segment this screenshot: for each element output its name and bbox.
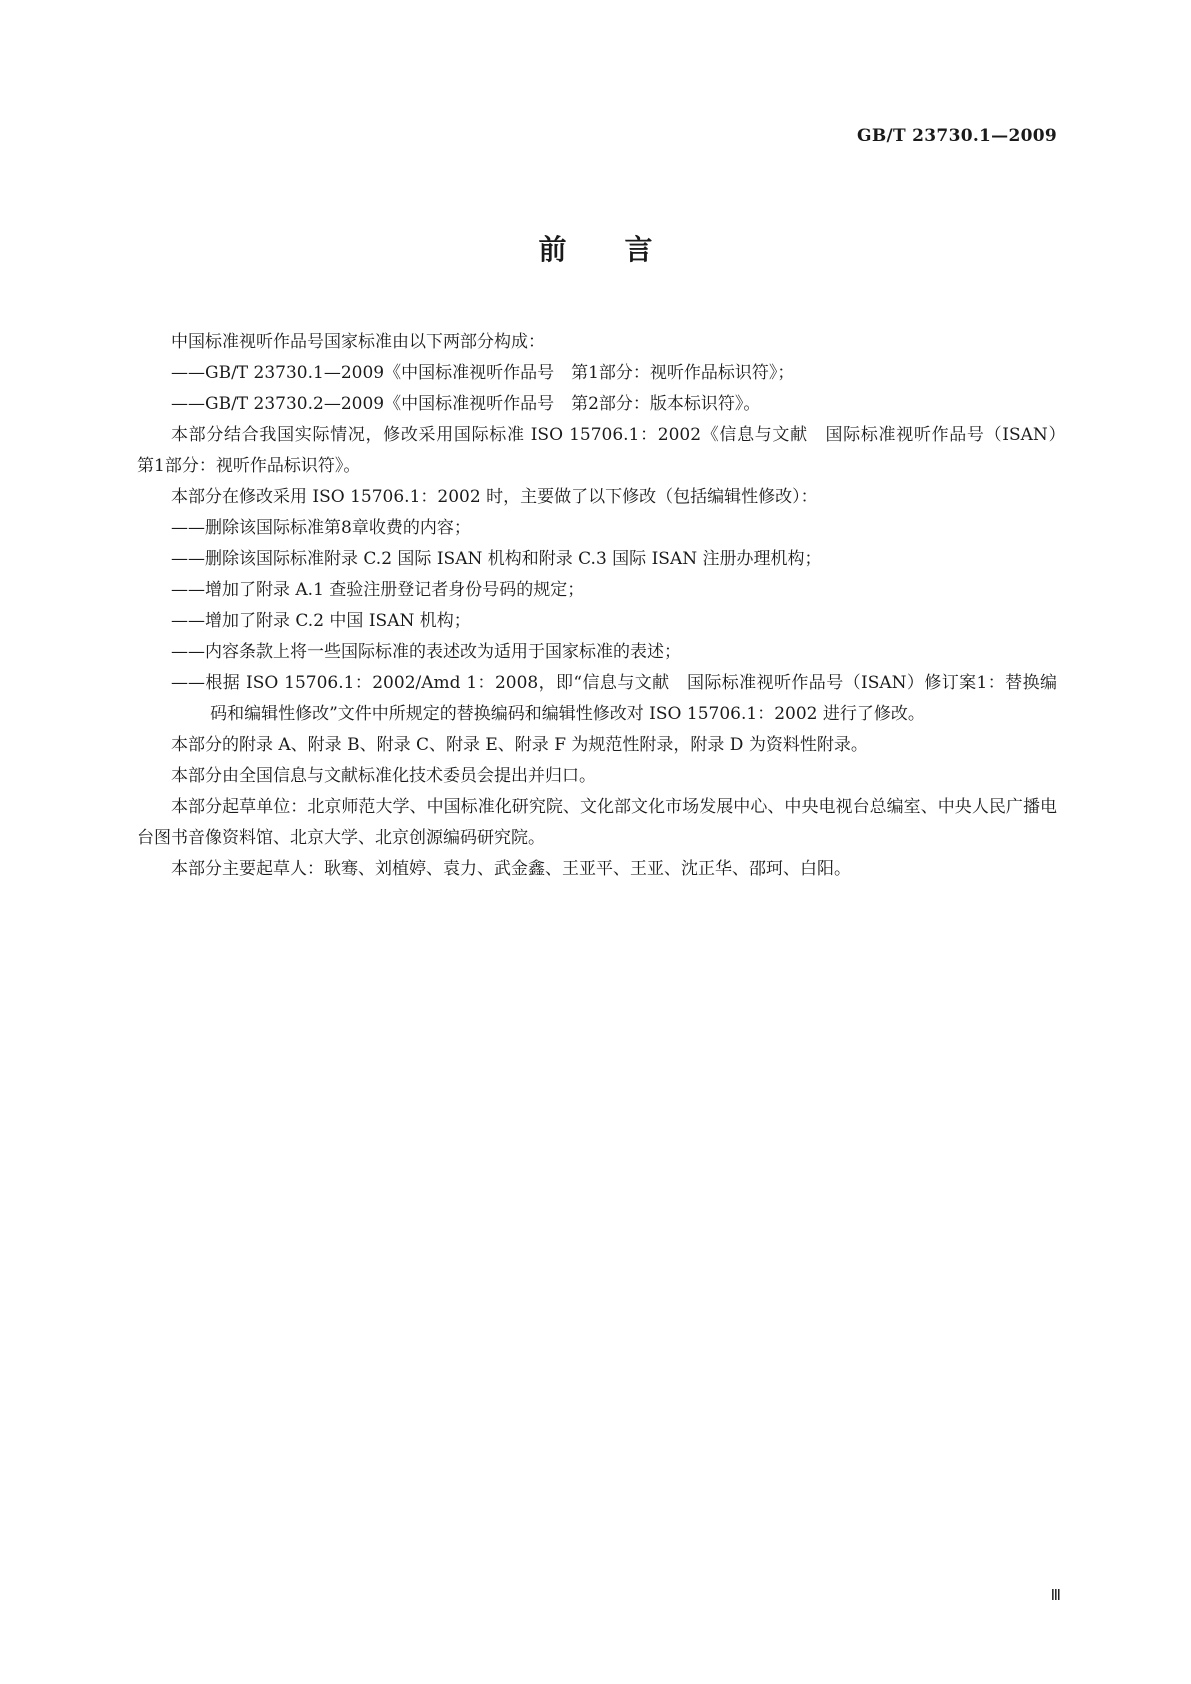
list-item: ——删除该国际标准第8章收费的内容；	[171, 518, 471, 538]
document-body	[137, 327, 1074, 885]
list-item: ——内容条款上将一些国际标准的表述改为适用于国家标准的表述；	[171, 642, 681, 662]
list-item: ——删除该国际标准附录 C.2 国际 ISAN 机构和附录 C.3 国际 ISAN 注册办理机构；	[171, 549, 822, 569]
drafting-units-paragraph: 本部分起草单位：北京师范大学、中国标准化研究院、文化部文化市场发展中心、中央电视台总编室、中央人民广播电台图书音像资料馆、北京大学、北京创源编码研究院。	[137, 797, 1057, 848]
list-item: ——增加了附录 C.2 中国 ISAN 机构；	[171, 611, 471, 631]
drafters-paragraph: 本部分主要起草人：耿骞、刘植婷、袁力、武金鑫、王亚平、王亚、沈正华、邵珂、白阳。	[171, 859, 851, 879]
adoption-paragraph: 本部分结合我国实际情况，修改采用国际标准 ISO 15706.1：2002《信息与文献 国际标准视听作品号（ISAN） 第1部分：视听作品标识符》。	[137, 425, 1074, 476]
document-code: GB/T 23730.1—2009	[857, 126, 1057, 146]
intro-paragraph: 中国标准视听作品号国家标准由以下两部分构成：	[171, 332, 545, 352]
list-item: ——GB/T 23730.1—2009《中国标准视听作品号 第1部分：视听作品标识符》；	[171, 363, 795, 383]
list-item: ——根据 ISO 15706.1：2002/Amd 1：2008，即“信息与文献 国际标准视听作品号（ISAN）修订案1：替换编码和编辑性修改”文件中所规定的替换编码和编辑性修改对 ISO 15706.1：2002 进行了修改。	[171, 673, 1057, 724]
changes-intro-paragraph: 本部分在修改采用 ISO 15706.1：2002 时，主要做了以下修改（包括编辑性修改）：	[171, 487, 818, 507]
page-title: 前言	[538, 233, 711, 266]
proposer-paragraph: 本部分由全国信息与文献标准化技术委员会提出并归口。	[171, 766, 596, 786]
page-number: Ⅲ	[1050, 1586, 1061, 1604]
list-item: ——增加了附录 A.1 查验注册登记者身份号码的规定；	[171, 580, 585, 600]
list-item: ——GB/T 23730.2—2009《中国标准视听作品号 第2部分：版本标识符》。	[171, 394, 761, 414]
annexes-paragraph: 本部分的附录 A、附录 B、附录 C、附录 E、附录 F 为规范性附录，附录 D 为资料性附录。	[171, 735, 868, 755]
